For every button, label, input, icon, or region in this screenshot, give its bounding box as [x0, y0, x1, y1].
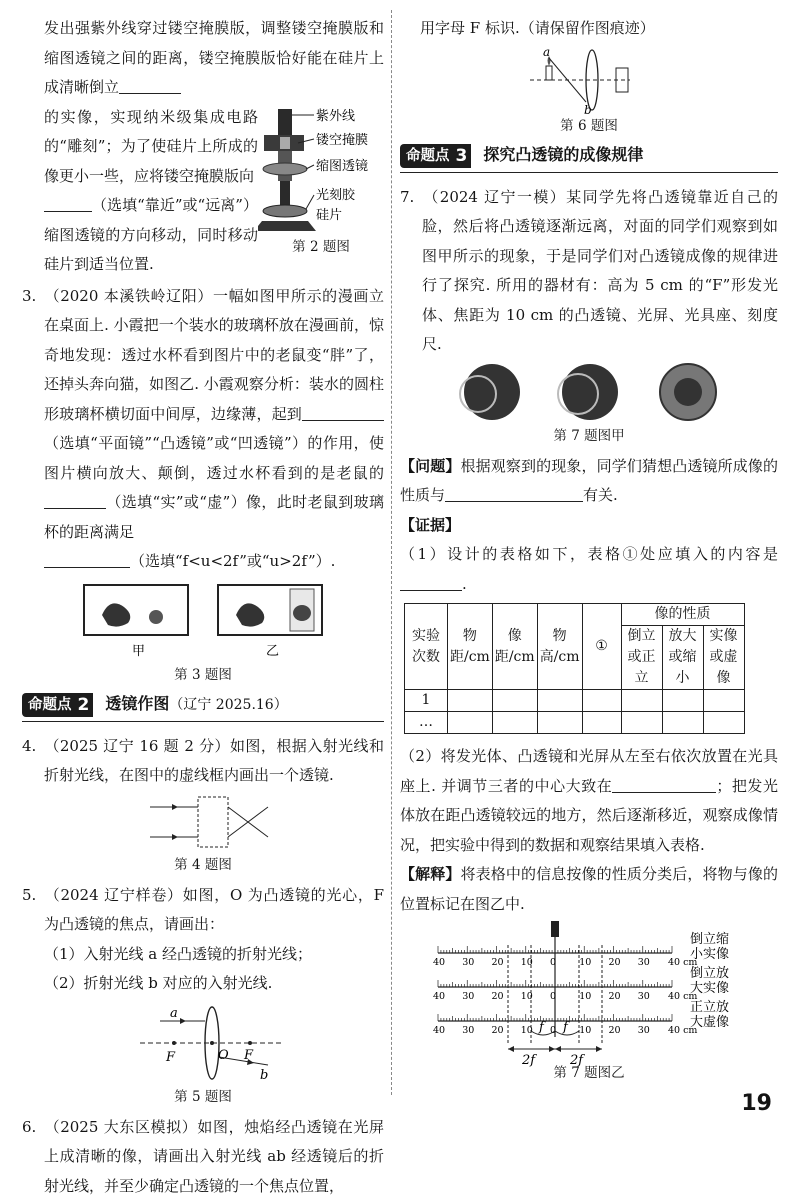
ruler-tick-label: 30 [638, 1025, 650, 1036]
th-orientation: 倒立或正立 [621, 626, 662, 690]
ruler-tick-label: 20 [492, 991, 504, 1002]
ruler-tick-label: 10 [521, 1025, 533, 1036]
q7-explain-label: 【解释】 [400, 865, 461, 883]
q5-number: 5. [22, 881, 44, 911]
th-object-height: 物高/cm [537, 604, 582, 690]
q5-text-b: （1）入射光线 a 经凸透镜的折射光线； [44, 945, 312, 963]
ruler-row-label: 倒立缩 [690, 932, 729, 947]
ruler-tick-label: 30 [462, 957, 474, 968]
ruler-tick-label: 40 [433, 957, 445, 968]
label-lens: 缩图透镜 [316, 158, 368, 174]
table-row [405, 712, 745, 734]
q7-text-a: （2024 辽宁一模）某同学先将凸透镜靠近自己的脸，然后将凸透镜逐渐远离，对面的同学们观察到如图甲所示的现象，于是同学们对凸透镜成像的规律进行了探究. 所用的器材有：高为 5 cm 的“F”形发光体、焦距为 10 cm 的凸透镜、光屏、光具座、刻度尺. [422, 188, 778, 354]
q7-e2-text-a: （2）将发光体、凸透镜和光屏从左至右依次放置在光具座上. 并调节三者的中心大致在 [400, 747, 778, 795]
mouse-b [293, 605, 311, 621]
mark-f-left: f [538, 1020, 546, 1035]
q6-text-a: （2025 大东区模拟）如图，烛焰经凸透镜在光屏上成清晰的像，请画出入射光线 ab 经透镜后的折射光线，并至少确定凸透镜的一个焦点位置， [44, 1118, 384, 1195]
mark-2f-left: 2f [521, 1053, 537, 1068]
section-3-title: 探究凸透镜的成像规律 [483, 145, 643, 164]
column-divider [391, 10, 392, 1095]
label-photoresist: 光刻胶 [316, 187, 356, 203]
page-number: 19 [741, 1091, 772, 1116]
q3-number: 3. [22, 282, 44, 312]
section-2-header [22, 691, 384, 722]
experiment-table [404, 603, 745, 734]
ruler-tick-label: 20 [609, 957, 621, 968]
q4-figure [22, 791, 384, 853]
q4-number: 4. [22, 732, 44, 762]
row-1-index: 1 [405, 690, 448, 712]
q7-blank-3[interactable] [612, 776, 716, 793]
q3-figure [22, 581, 384, 663]
q7-question-label: 【问题】 [400, 457, 461, 475]
q6-figure [400, 44, 778, 114]
th-object-distance: 物距/cm [448, 604, 493, 690]
q5-caption: 第 5 题图 [22, 1087, 384, 1107]
section-2-number: 2 [78, 693, 94, 717]
q3-text-a: （2020 本溪铁岭辽阳）一幅如图甲所示的漫画立在桌面上. 小霞把一个装水的玻璃杯放在漫画前，惊奇地发现：透过水杯看到图片中的老鼠变“胖”了，还掉头奔向猫，如图乙. 小霞观察分析：装水的圆柱形玻璃杯横切面中间厚，边缘薄，起到 [44, 287, 384, 423]
q7-e1-text-a: （1）设计的表格如下，表格①处应填入的内容是 [400, 545, 778, 563]
reduction-lens [263, 163, 307, 175]
cartoon-panel-a [84, 585, 188, 635]
th-image-properties: 像的性质 [621, 604, 744, 626]
q7-caption-b: 第 7 题图乙 [400, 1063, 778, 1083]
q2-caption: 第 2 题图 [258, 237, 384, 257]
question-5 [22, 881, 384, 1107]
section-3-tag: 命题点 [400, 144, 456, 168]
q7-e2-text-b: ；把发光体放在距凸透镜较远的地方，然后逐渐移近，观察成像情况，把实验中得到的数据和观察结果填入表格. [400, 777, 778, 854]
label-o: O [218, 1048, 229, 1063]
q2-text-a: 发出强紫外线穿过镂空掩膜版，调整镂空掩膜版和缩图透镜之间的距离，镂空掩膜版恰好能在硅片上成清晰倒立 [44, 19, 384, 96]
question-3 [22, 282, 384, 685]
q3-blank-2[interactable] [44, 492, 106, 509]
mark-2f-right: 2f [569, 1053, 585, 1068]
q3-text-b: （选填“平面镜”“凸透镜”或“凹透镜”）的作用，使图片横向放大、颠倒，透过水杯看到的是老鼠的 [44, 434, 384, 482]
question-6 [22, 1113, 384, 1201]
label-b: b [260, 1068, 268, 1083]
mark-f-right: f [562, 1020, 570, 1035]
q2-text-c: （选填“靠近”或“远离”）缩图透镜的方向移动，同时移动硅片到适当位置. [44, 196, 258, 273]
ruler-tick-label: 0 [550, 991, 556, 1002]
ruler-tick-label: 0 [550, 957, 556, 968]
table-row [405, 690, 745, 712]
mouse-a [149, 610, 163, 624]
ruler-tick-label: 40 [433, 1025, 445, 1036]
label-jia: 甲 [132, 644, 145, 659]
q6-text-b: 用字母 F 标识.（请保留作图痕迹） [400, 14, 778, 44]
ruler-lens [551, 921, 559, 937]
uv-source [278, 109, 292, 135]
face-3-inverted [674, 378, 702, 406]
q3-text-c: （选填“实”或“虚”）像，此时老鼠到玻璃杯的距离满足 [44, 493, 384, 541]
q6-label-a: a [543, 45, 550, 59]
row-2-index: … [405, 712, 448, 734]
section-2-note: （辽宁 2025.16） [169, 697, 287, 713]
q2-blank-2[interactable] [44, 195, 92, 212]
ruler-tick-label: 10 [521, 957, 533, 968]
label-f-right: F [243, 1048, 254, 1063]
ruler-row-label: 大实像 [690, 980, 729, 996]
q7-figure-b [400, 919, 778, 1069]
ruler-tick-label: 10 [579, 957, 591, 968]
q5-figure [22, 999, 384, 1085]
q3-blank-1[interactable] [302, 404, 384, 421]
label-a: a [170, 1006, 178, 1021]
ruler-tick-label: 20 [609, 1025, 621, 1036]
ruler-tick-label: 10 [579, 1025, 591, 1036]
ruler-tick-label: 30 [462, 991, 474, 1002]
ruler-tick-label: 30 [638, 957, 650, 968]
ruler-row-label: 小实像 [690, 947, 729, 962]
q7-e1-text-b: . [462, 575, 467, 593]
ruler-tick-label: 0 [550, 1025, 556, 1036]
q2-figure [258, 103, 384, 280]
q7-blank-1[interactable] [445, 485, 583, 502]
question-2 [22, 14, 384, 280]
label-uv: 紫外线 [316, 108, 355, 124]
ruler-row-label: 正立放 [690, 1000, 729, 1015]
q7-explain-text: 将表格中的信息按像的性质分类后，将物与像的位置标记在图乙中. [400, 865, 778, 913]
ruler-tick-label: 40 cm [668, 991, 697, 1002]
section-3-number: 3 [456, 144, 472, 168]
ruler-tick-label: 30 [462, 1025, 474, 1036]
q7-question-text-b: 有关. [583, 486, 618, 504]
q7-number: 7. [400, 183, 422, 213]
question-7 [400, 183, 778, 1084]
th-size: 放大或缩小 [662, 626, 703, 690]
q3-caption: 第 3 题图 [22, 665, 384, 685]
candle [546, 66, 552, 80]
ruler-tick-label: 20 [609, 991, 621, 1002]
ruler-tick-label: 40 cm [668, 1025, 697, 1036]
q2-text-b-visible: 的实像，实现纳米级集成电路的“雕刻”；为了使硅片上所成的像更小一些，应将镂空掩膜版向 [44, 108, 258, 185]
right-column [400, 14, 778, 1089]
ruler-tick-label: 20 [492, 957, 504, 968]
th-blank-1: ① [582, 604, 621, 690]
ruler-tick-label: 10 [521, 991, 533, 1002]
ruler-tick-label: 20 [492, 1025, 504, 1036]
ruler-tick-label: 30 [638, 991, 650, 1002]
ruler-tick-label: 40 cm [668, 957, 697, 968]
ruler-row-label: 倒立放 [690, 966, 729, 981]
ruler-tick-label: 40 [433, 991, 445, 1002]
label-wafer: 硅片 [316, 207, 342, 223]
silicon-wafer [263, 205, 307, 217]
q6-number: 6. [22, 1113, 44, 1143]
q7-caption-a: 第 7 题图甲 [400, 426, 778, 446]
lithography-diagram [258, 103, 384, 251]
q7-figure-a [400, 360, 778, 424]
section-3-header [400, 142, 778, 173]
th-real-virtual: 实像或虚像 [703, 626, 744, 690]
q7-evidence-label: 【证据】 [400, 516, 460, 534]
q3-text-d: （选填“f<u<2f”或“u>2f”）. [130, 552, 335, 570]
question-4 [22, 732, 384, 875]
label-mask: 镂空掩膜 [316, 132, 368, 148]
q4-text: （2025 辽宁 16 题 2 分）如图，根据入射光线和折射光线，在图中的虚线框内画出一个透镜. [44, 737, 384, 785]
q7-blank-2[interactable] [400, 574, 462, 591]
section-2-title: 透镜作图 [105, 694, 169, 713]
label-f-left: F [165, 1050, 176, 1065]
left-column [22, 14, 384, 1201]
lens-box[interactable] [198, 797, 228, 847]
q2-blank-1[interactable] [119, 77, 181, 94]
q4-caption: 第 4 题图 [22, 855, 384, 875]
section-2-tag: 命题点 [22, 693, 78, 717]
label-yi: 乙 [266, 644, 279, 659]
th-image-distance: 像距/cm [492, 604, 537, 690]
q3-blank-3[interactable] [44, 551, 130, 568]
q6-label-b: b [584, 103, 592, 114]
q5-text-c: （2）折射光线 b 对应的入射光线. [44, 974, 272, 992]
q7-question-text-a: 根据观察到的现象，同学们猜想凸透镜所成像的性质与 [400, 457, 778, 505]
q6-caption: 第 6 题图 [400, 116, 778, 136]
th-trial: 实验次数 [405, 604, 448, 690]
q5-text-a: （2024 辽宁样卷）如图，O 为凸透镜的光心，F 为凸透镜的焦点，请画出： [44, 886, 384, 934]
ruler-row-label: 大虚像 [690, 1014, 729, 1030]
ruler-tick-label: 10 [579, 991, 591, 1002]
